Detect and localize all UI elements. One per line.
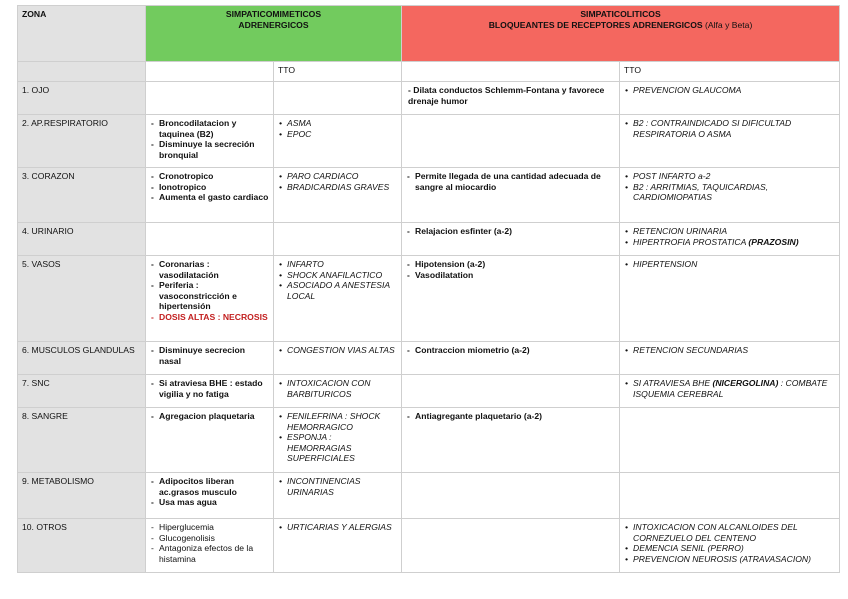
tto-item: • PREVENCION NEUROSIS (ATRAVASACION) <box>624 554 835 565</box>
effect-item: - Contraccion miometrio (a-2) <box>406 345 615 356</box>
mim-tto-cell <box>274 82 402 115</box>
mim-tto-cell <box>274 519 402 573</box>
effect-item: - Disminuye la secreción bronquial <box>150 139 269 160</box>
tto-item: • ESPONJA : HEMORRAGIAS SUPERFICIALES <box>278 432 397 464</box>
table-row <box>18 223 840 256</box>
prazosin-label: (PRAZOSIN) <box>748 236 799 247</box>
mim-tto-cell <box>274 342 402 375</box>
lit-tto-cell <box>620 408 840 473</box>
lit-tto-cell <box>620 82 840 115</box>
tto-prefix: SI ATRAVIESA BHE <box>633 378 711 388</box>
table-row <box>18 408 840 473</box>
lit-tto-cell <box>620 473 840 519</box>
tto-item: • INFARTO <box>278 259 397 270</box>
tto-item: • PARO CARDIACO <box>278 171 397 182</box>
lit-effects-cell <box>402 82 620 115</box>
table-row <box>18 168 840 223</box>
tto-item: • RETENCION SECUNDARIAS <box>624 345 835 356</box>
table-row <box>18 519 840 573</box>
lit-tto-cell <box>620 115 840 168</box>
tto-lit-label: TTO <box>620 62 840 82</box>
mim-tto-cell <box>274 168 402 223</box>
lit-effects-cell <box>402 223 620 256</box>
mim-effects-cell <box>146 223 274 256</box>
effect-item: - Permite llegada de una cantidad adecuada de sangre al miocardio <box>406 171 615 192</box>
effect-item: - Antagoniza efectos de la histamina <box>150 543 269 564</box>
tto-mim-label: TTO <box>274 62 402 82</box>
lit-effects-cell <box>402 519 620 573</box>
mim-tto-cell <box>274 408 402 473</box>
lit-effects-cell <box>402 168 620 223</box>
effect-item: - Ionotropico <box>150 182 269 193</box>
pharmacology-table <box>17 5 840 573</box>
mim-effects-cell <box>146 408 274 473</box>
simpaticomimeticos-subtitle: ADRENERGICOS <box>238 19 309 30</box>
tto-item: • BRADICARDIAS GRAVES <box>278 182 397 193</box>
tto-item: • URTICARIAS Y ALERGIAS <box>278 522 397 533</box>
zona-cell: 1. OJO <box>18 82 146 115</box>
zona-cell: 8. SANGRE <box>18 408 146 473</box>
lit-effects-cell <box>402 375 620 408</box>
table-row <box>18 375 840 408</box>
simpaticomimeticos-title: SIMPATICOMIMETICOS <box>225 9 322 19</box>
table-row <box>18 256 840 342</box>
mim-tto-cell <box>274 375 402 408</box>
lit-effects-cell <box>402 115 620 168</box>
effect-item: - Hipotension (a-2) <box>406 259 615 270</box>
lit-tto-cell <box>620 223 840 256</box>
effect-prefix: Si atraviesa <box>159 378 207 388</box>
tto-item: • ASOCIADO A ANESTESIA LOCAL <box>278 280 397 301</box>
lit-tto-cell <box>620 519 840 573</box>
mim-tto-cell <box>274 256 402 342</box>
tto-item: • EPOC <box>278 129 397 140</box>
zona-header: ZONA <box>18 6 146 62</box>
bhe-label: BHE : <box>209 378 233 388</box>
tto-item: • HIPERTENSION <box>624 259 835 270</box>
lit-tto-cell <box>620 342 840 375</box>
lit-tto-cell <box>620 256 840 342</box>
effect-item: - Glucogenolisis <box>150 533 269 544</box>
simpaticoliticos-subtitle <box>406 20 835 31</box>
effect-warning: - DOSIS ALTAS : NECROSIS <box>150 312 269 323</box>
lit-effects-cell <box>402 473 620 519</box>
mim-tto-cell <box>274 223 402 256</box>
table-row <box>18 342 840 375</box>
tto-zona-empty <box>18 62 146 82</box>
effect-item: - Cronotropico <box>150 171 269 182</box>
zona-cell: 3. CORAZON <box>18 168 146 223</box>
tto-item: • INTOXICACION CON ALCANLOIDES DEL CORNEZUELO DEL CENTENO <box>624 522 835 543</box>
lit-effects-cell <box>402 342 620 375</box>
tto-item <box>624 237 835 248</box>
mim-tto-cell <box>274 473 402 519</box>
zona-cell: 9. METABOLISMO <box>18 473 146 519</box>
lit-tto-cell <box>620 375 840 408</box>
tto-row <box>18 62 840 82</box>
effect-item: - Usa mas agua <box>150 497 269 508</box>
mim-effects-cell <box>146 256 274 342</box>
mim-effects-cell <box>146 519 274 573</box>
mim-effects-cell <box>146 82 274 115</box>
mim-effects-cell <box>146 375 274 408</box>
tto-item: • INTOXICACION CON BARBITURICOS <box>278 378 397 399</box>
tto-item: • CONGESTION VIAS ALTAS <box>278 345 397 356</box>
effect-item: - Coronarias : vasodilatación <box>150 259 269 280</box>
tto-item: • POST INFARTO a-2 <box>624 171 835 182</box>
mim-tto-cell <box>274 115 402 168</box>
simpaticoliticos-header <box>402 6 840 62</box>
tto-item: • RETENCION URINARIA <box>624 226 835 237</box>
tto-item: • DEMENCIA SENIL (PERRO) <box>624 543 835 554</box>
effect-item: - Dilata conductos Schlemm-Fontana y favorece drenaje humor <box>408 85 605 106</box>
simpaticoliticos-title: SIMPATICOLITICOS <box>580 9 661 19</box>
tto-item: • INCONTINENCIAS URINARIAS <box>278 476 397 497</box>
mim-effects-cell <box>146 473 274 519</box>
table-row <box>18 82 840 115</box>
tto-lit-empty <box>402 62 620 82</box>
nicergolina-label: (NICERGOLINA) <box>712 378 779 388</box>
zona-cell: 7. SNC <box>18 375 146 408</box>
mim-effects-cell <box>146 168 274 223</box>
effect-item: - Adipocitos liberan ac.grasos musculo <box>150 476 269 497</box>
lit-effects-cell <box>402 408 620 473</box>
zona-cell: 10. OTROS <box>18 519 146 573</box>
effect-item <box>150 378 269 399</box>
simpaticomimeticos-header <box>146 6 402 62</box>
tto-item: • ASMA <box>278 118 397 129</box>
tto-item <box>624 378 835 399</box>
table-row <box>18 473 840 519</box>
tto-item: • FENILEFRINA : SHOCK HEMORRAGICO <box>278 411 397 432</box>
tto-item: • PREVENCION GLAUCOMA <box>624 85 835 96</box>
effect-item: - Hiperglucemia <box>150 522 269 533</box>
effect-item: - Vasodilatation <box>406 270 615 281</box>
simpaticoliticos-subtitle-suffix: (Alfa y Beta) <box>705 19 753 30</box>
tto-item: • B2 : ARRITMIAS, TAQUICARDIAS, CARDIOMIOPATIAS <box>624 182 835 203</box>
zona-cell: 2. AP.RESPIRATORIO <box>18 115 146 168</box>
effect-item: - Relajacion esfinter (a-2) <box>406 226 615 237</box>
effect-item: - Periferia : vasoconstricción e hipertensión <box>150 280 269 312</box>
tto-item: • B2 : CONTRAINDICADO SI DIFICULTAD RESPIRATORIA O ASMA <box>624 118 835 139</box>
zona-cell: 6. MUSCULOS GLANDULAS <box>18 342 146 375</box>
effect-item: - Agregacion plaquetaria <box>150 411 269 422</box>
header-row <box>18 6 840 62</box>
mim-effects-cell <box>146 115 274 168</box>
mim-effects-cell <box>146 342 274 375</box>
effect-item: - Broncodilatacion y taquinea (B2) <box>150 118 269 139</box>
effect-item: - Disminuye secrecion nasal <box>150 345 269 366</box>
lit-tto-cell <box>620 168 840 223</box>
zona-cell: 4. URINARIO <box>18 223 146 256</box>
table-row <box>18 115 840 168</box>
effect-item: - Aumenta el gasto cardiaco <box>150 192 269 203</box>
simpaticoliticos-subtitle-main: BLOQUEANTES DE RECEPTORES ADRENERGICOS <box>488 19 703 30</box>
zona-cell: 5. VASOS <box>18 256 146 342</box>
effect-item: - Antiagregante plaquetario (a-2) <box>406 411 615 422</box>
tto-item-text: HIPERTROFIA PROSTATICA <box>633 236 747 247</box>
tto-suffix: : COMBATE ISQUEMIA CEREBRAL <box>633 378 828 399</box>
tto-mim-empty <box>146 62 274 82</box>
lit-effects-cell <box>402 256 620 342</box>
tto-item: • SHOCK ANAFILACTICO <box>278 270 397 281</box>
effect-suffix: estado vigilia y no fatiga <box>159 378 263 399</box>
